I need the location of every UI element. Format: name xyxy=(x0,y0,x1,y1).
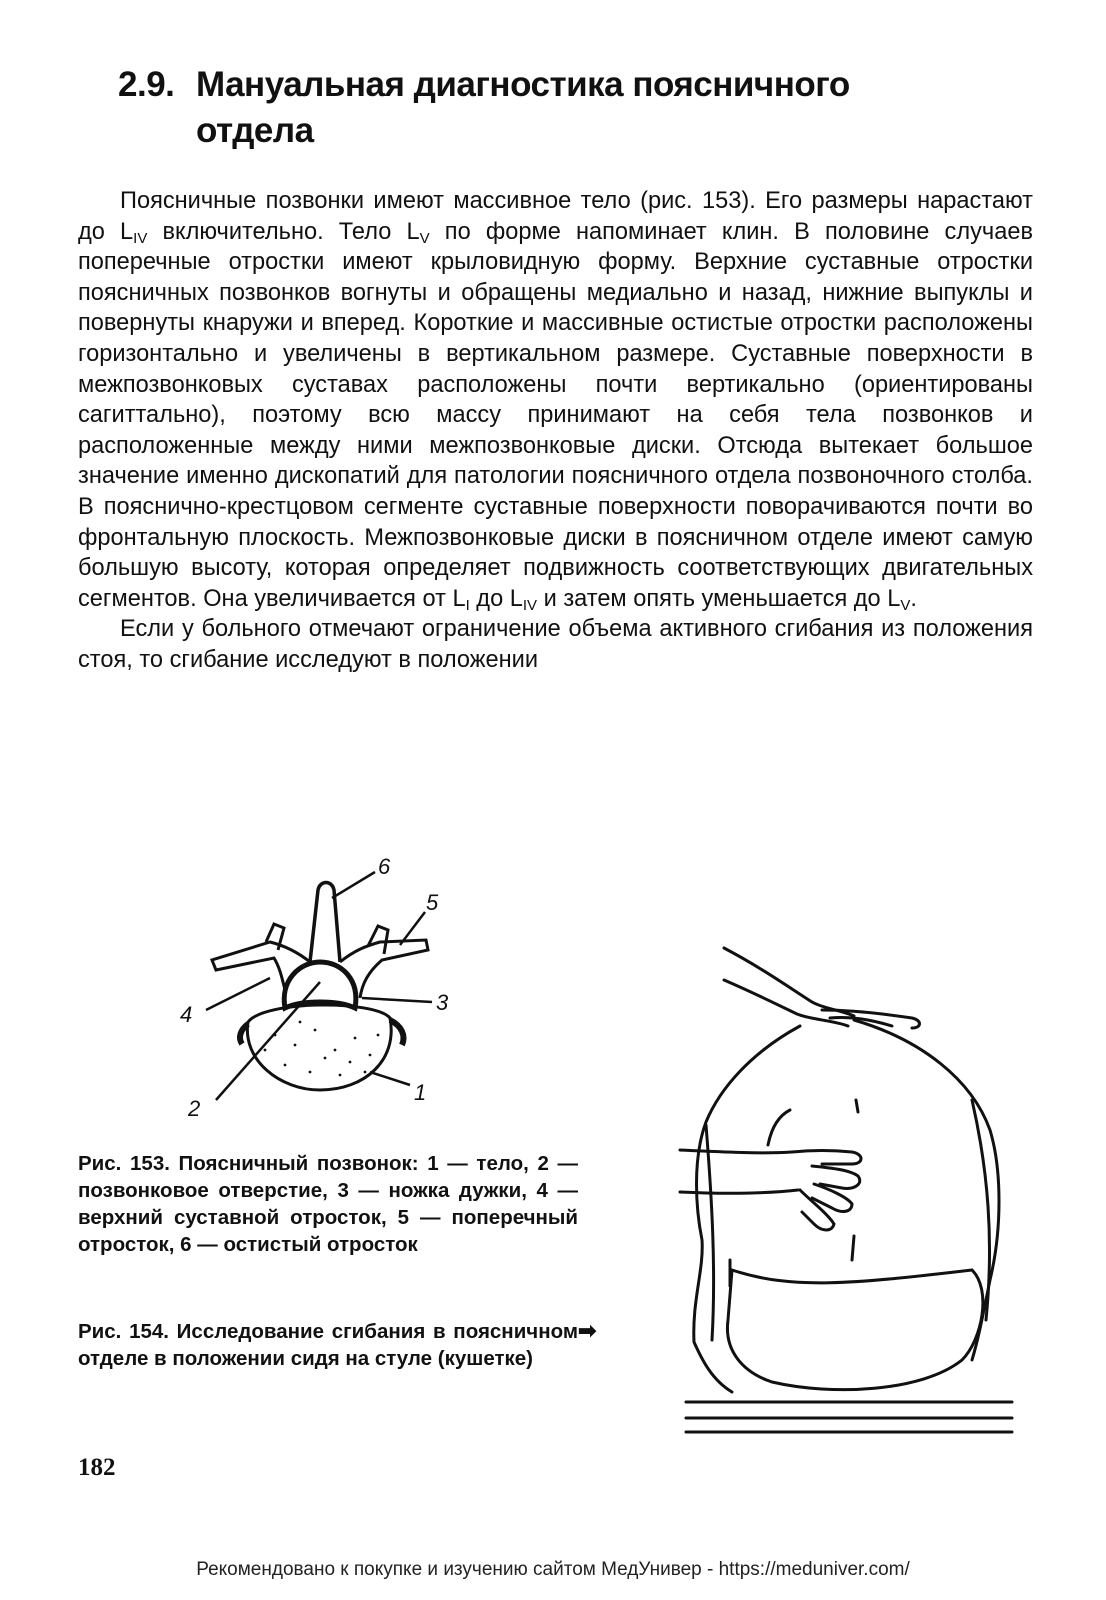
paragraph-1-text: и затем опять уменьшается до L xyxy=(537,585,901,612)
figure-154-examination xyxy=(672,940,1032,1440)
body-text xyxy=(78,186,1033,676)
paragraph-2: Если у больного отмечают ограничение объема активного сгибания из положения стоя, то сгибание исследуют в положении xyxy=(78,616,1033,673)
figure-153-label-5: 5 xyxy=(426,890,439,915)
vertebral-body xyxy=(247,1005,391,1090)
paragraph-1-text: по форме напоминает клин. В половине случаев поперечные отростки имеют крыловидную форму. Верхние суставные отростки поясничных позвонков вогнуты и обращены медиально и назад, нижние выпуклы и повернуты кнаружи и вперед. Короткие и массивные остистые отростки расположены горизонтально и увеличены в вертикальном размере. Суставные поверхности в межпозвонковых суставах расположены почти вертикально (ориентированы сагиттально), поэтому всю массу принимают на себя тела позвонков и расположенные между ними межпозвонковые диски. Отсюда вытекает большое значение именно дископатий для патологии поясничного отдела позвоночного столба. В пояснично-крестцовом сегменте суставные поверхности поворачиваются почти во фронтальную плоскость. Межпозвонковые диски в поясничном отделе имеют самую большую высоту, которая определяет подвижность соответствующих двигательных сегментов. Она увеличивается от L xyxy=(78,218,1033,612)
vertebra-subscript: V xyxy=(900,596,911,614)
footer-note: Рекомендовано к покупке и изучению сайтом МедУнивер - https://meduniver.com/ xyxy=(196,1559,910,1580)
figure-154-caption: Рис. 154. Исследование сгибания в поясничном отделе в положении сидя на стуле (кушетке) xyxy=(78,1320,578,1370)
figure-153-label-3: 3 xyxy=(436,990,449,1015)
page-number: 182 xyxy=(78,1454,116,1481)
paragraph-1 xyxy=(78,186,1033,614)
figure-153-caption: Рис. 153. Поясничный позвонок: 1 — тело, 2 — позвонковое отверстие, 3 — ножка дужки, 4 — верхний суставной отросток, 5 — поперечный отросток, 6 — остистый отросток xyxy=(78,1152,578,1256)
figure-153-label-1: 1 xyxy=(414,1080,427,1105)
figure-153-label-4: 4 xyxy=(180,1002,193,1027)
paragraph-1-text: Поясничные позвонки имеют массивное тело (рис. 153). Его размеры нарастают до L xyxy=(78,188,1033,245)
vertebra-subscript: IV xyxy=(522,596,538,614)
figure-153-label-6: 6 xyxy=(378,854,391,879)
section-number: 2.9. xyxy=(118,65,175,104)
vertebra-subscript: I xyxy=(465,596,470,614)
section-title-line-1: Мануальная диагностика поясничного xyxy=(196,65,850,104)
figure-153-label-2: 2 xyxy=(188,1096,201,1121)
vertebra-subscript: V xyxy=(419,229,430,247)
vertebral-foramen xyxy=(284,962,356,1008)
arrow-right-icon: ➡ xyxy=(578,1318,597,1343)
paragraph-1-text: до L xyxy=(469,585,523,612)
paragraph-1-text: включительно. Тело L xyxy=(147,218,420,245)
section-title-line-2: отдела xyxy=(196,111,314,150)
vertebra-subscript: IV xyxy=(133,229,148,247)
figure-153-vertebra xyxy=(170,850,460,1125)
section-heading xyxy=(118,62,1018,154)
paragraph-1-text: . xyxy=(910,585,917,612)
